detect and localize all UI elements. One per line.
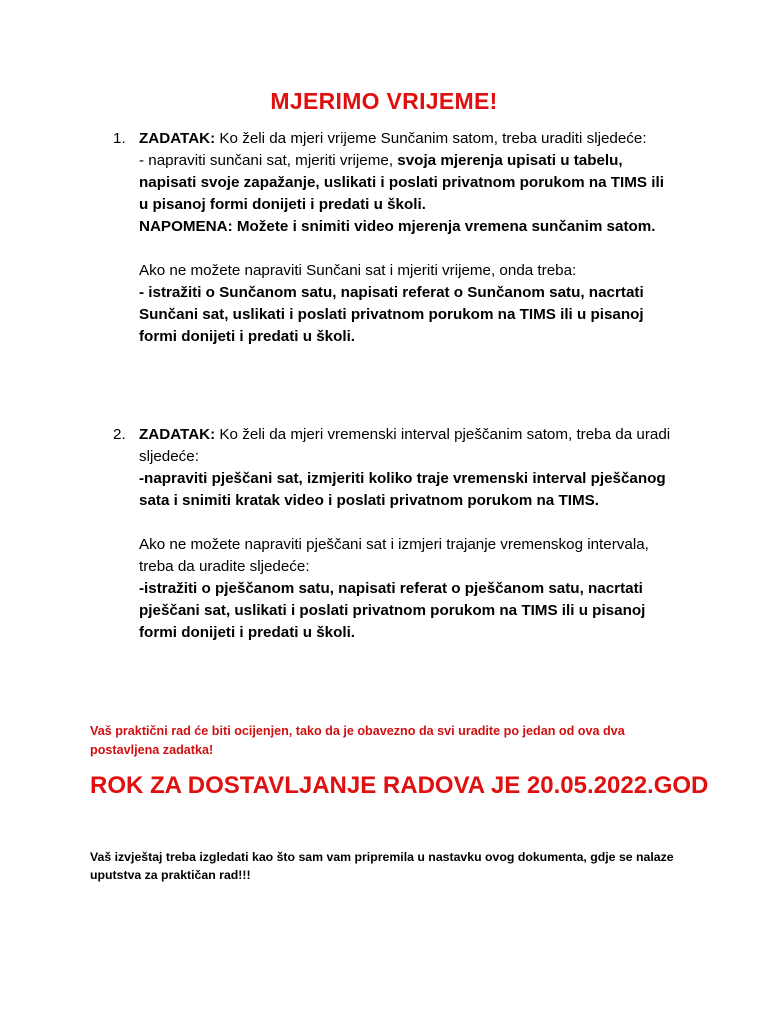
page-title: MJERIMO VRIJEME!: [270, 88, 498, 114]
task-1-label: ZADATAK:: [139, 130, 216, 147]
report-note: Vaš izvještaj treba izgledati kao što sam vam pripremila u nastavku ovog dokumenta, gdje se nalaze uputstva za praktičan rad!!!: [90, 850, 674, 882]
task-2-intro: [139, 424, 673, 468]
grading-note: Vaš praktični rad će biti ocijenjen, tako da je obavezno da svi uradite po jedan od ova dva postavljena zadatka!: [90, 724, 625, 757]
task-1-number: 1.: [113, 130, 126, 147]
task-1-instructions-bold: svoja mjerenja upisati u tabelu, napisati svoje zapažanje, uslikati i poslati privatnom porukom na TIMS ili u pisanoj formi donijeti i predati u školi.: [139, 152, 664, 213]
task-1: [113, 128, 673, 348]
task-2-label: ZADATAK:: [139, 426, 216, 443]
task-1-intro-text: Ko želi da mjeri vrijeme Sunčanim satom, treba uraditi sljedeće:: [215, 130, 647, 147]
task-1-instructions: [139, 150, 673, 216]
task-2-alt-instructions: -istražiti o pješčanom satu, napisati referat o pješčanom satu, nacrtati pješčani sat, uslikati i poslati privatnom porukom na TIMS ili u pisanoj formi donijeti i predati u školi.: [139, 580, 646, 641]
task-1-intro: [139, 128, 673, 150]
task-2-instructions: -napraviti pješčani sat, izmjeriti koliko traje vremenski interval pješčanog sata i snimiti kratak video i poslati privatnom porukom na TIMS.: [139, 470, 666, 509]
task-2-number: 2.: [113, 426, 126, 443]
task-2-alt-intro: Ako ne možete napraviti pješčani sat i izmjeri trajanje vremenskog intervala, treba da uradite sljedeće:: [139, 536, 649, 575]
task-1-alt-instructions: - istražiti o Sunčanom satu, napisati referat o Sunčanom satu, nacrtati Sunčani sat, uslikati i poslati privatnom porukom na TIMS ili u pisanoj formi donijeti i predati u školi.: [139, 284, 644, 345]
task-2: [113, 424, 673, 644]
task-1-note: NAPOMENA: Možete i snimiti video mjerenja vremena sunčanim satom.: [139, 218, 656, 235]
deadline-heading: ROK ZA DOSTAVLJANJE RADOVA JE 20.05.2022.GOD: [90, 772, 709, 799]
task-2-intro-text: Ko želi da mjeri vremenski interval pješčanim satom, treba da uradi sljedeće:: [139, 426, 671, 465]
task-1-instructions-plain: - napraviti sunčani sat, mjeriti vrijeme,: [139, 152, 398, 169]
task-1-alt-intro: Ako ne možete napraviti Sunčani sat i mjeriti vrijeme, onda treba:: [139, 262, 577, 279]
